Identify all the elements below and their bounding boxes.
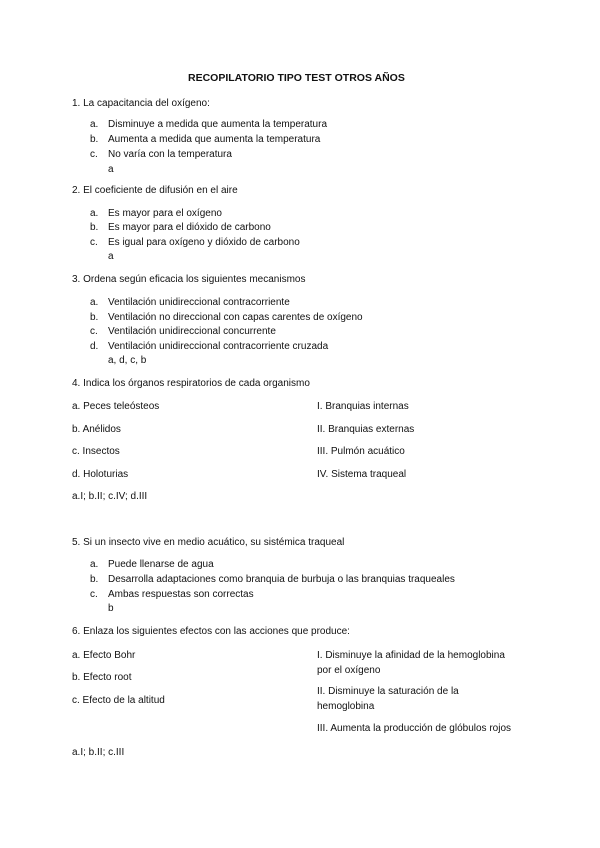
question-2: 2. El coeficiente de difusión en el aire [72, 185, 238, 196]
option-text: Ventilación unidireccional contracorriente cruzada [108, 341, 329, 352]
page-title: RECOPILATORIO TIPO TEST OTROS AÑOS [188, 72, 405, 84]
q6-left-item: a. Efecto Bohr [72, 650, 136, 661]
question-3: 3. Ordena según eficacia los siguientes mecanismos [72, 274, 306, 285]
q6-right-item: II. Disminuye la saturación de la [317, 686, 459, 697]
q6-left-item: b. Efecto root [72, 672, 132, 683]
q3-option-a [90, 296, 290, 310]
option-marker: a. [90, 297, 99, 308]
option-text: Ventilación unidireccional contracorriente [108, 297, 290, 308]
q4-right-item: III. Pulmón acuático [317, 446, 405, 457]
q4-left-item: d. Holoturias [72, 469, 129, 480]
q3-option-b [90, 311, 363, 325]
option-text: Ventilación no direccional con capas carentes de oxígeno [108, 312, 363, 323]
option-text: Aumenta a medida que aumenta la temperatura [108, 134, 321, 145]
q4-left-item: b. Anélidos [72, 424, 121, 435]
q3-option-c [90, 325, 276, 339]
q5-option-a [90, 558, 214, 572]
question-1: 1. La capacitancia del oxígeno: [72, 98, 210, 109]
option-text: Es igual para oxígeno y dióxido de carbono [108, 237, 300, 248]
option-marker: b. [90, 222, 99, 233]
option-text: Disminuye a medida que aumenta la temperatura [108, 119, 328, 130]
option-marker: a. [90, 119, 99, 130]
option-text: Desarrolla adaptaciones como branquia de burbuja o las branquias traqueales [108, 574, 455, 585]
option-text: Puede llenarse de agua [108, 559, 214, 570]
option-marker: b. [90, 574, 99, 585]
q1-option-c [90, 148, 232, 162]
q4-left-item: c. Insectos [72, 446, 120, 457]
q4-right-item: IV. Sistema traqueal [317, 469, 407, 480]
q2-option-a [90, 207, 222, 221]
option-marker: c. [90, 326, 98, 337]
q4-left-item: a. Peces teleósteos [72, 401, 160, 412]
q2-option-c [90, 236, 300, 250]
q3-answer: a, d, c, b [108, 355, 147, 366]
option-text: Es mayor para el oxígeno [108, 208, 222, 219]
q1-option-b [90, 133, 320, 147]
option-marker: d. [90, 341, 99, 352]
q6-right-item: por el oxígeno [317, 665, 381, 676]
option-marker: c. [90, 149, 98, 160]
q1-answer: a [108, 164, 114, 175]
q5-option-c [90, 588, 254, 602]
question-5: 5. Si un insecto vive en medio acuático, su sistémica traqueal [72, 537, 345, 548]
q3-option-d [90, 340, 328, 354]
q2-option-b [90, 221, 271, 235]
option-marker: a. [90, 559, 99, 570]
q6-left-item: c. Efecto de la altitud [72, 695, 165, 706]
option-marker: c. [90, 237, 98, 248]
option-marker: a. [90, 208, 99, 219]
option-text: No varía con la temperatura [108, 149, 232, 160]
q4-right-item: II. Branquias externas [317, 424, 415, 435]
option-marker: b. [90, 134, 99, 145]
q4-answer: a.I; b.II; c.IV; d.III [72, 491, 148, 502]
q4-right-item: I. Branquias internas [317, 401, 409, 412]
q5-answer: b [108, 603, 114, 614]
q5-option-b [90, 573, 455, 587]
question-6: 6. Enlaza los siguientes efectos con las acciones que produce: [72, 626, 350, 637]
option-marker: b. [90, 312, 99, 323]
q6-answer: a.I; b.II; c.III [72, 747, 125, 758]
option-text: Ambas respuestas son correctas [108, 589, 254, 600]
q1-option-a [90, 118, 327, 132]
question-4: 4. Indica los órganos respiratorios de cada organismo [72, 378, 310, 389]
option-marker: c. [90, 589, 98, 600]
option-text: Ventilación unidireccional concurrente [108, 326, 276, 337]
q6-right-item: III. Aumenta la producción de glóbulos rojos [317, 723, 512, 734]
option-text: Es mayor para el dióxido de carbono [108, 222, 271, 233]
q2-answer: a [108, 251, 114, 262]
q6-right-item: I. Disminuye la afinidad de la hemoglobina [317, 650, 505, 661]
q6-right-item: hemoglobina [317, 701, 375, 712]
